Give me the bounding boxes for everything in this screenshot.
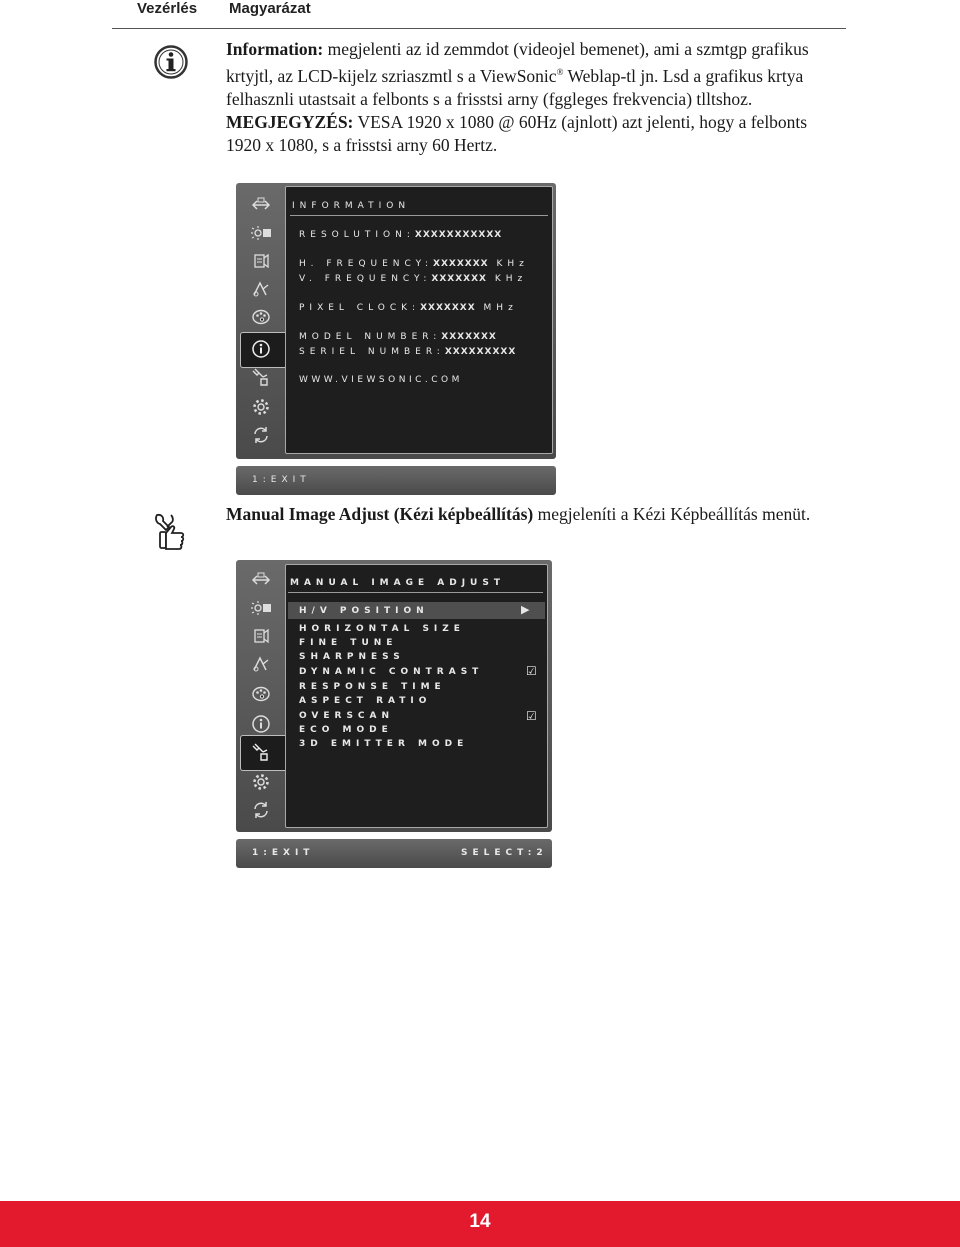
- pixel-clock-label: PIXEL CLOCK:: [299, 303, 421, 313]
- setup-menu-icon[interactable]: [248, 770, 274, 794]
- website-text: WWW.VIEWSONIC.COM: [299, 375, 463, 385]
- manual-image-adjust-osd-bottom-bar: [236, 839, 552, 868]
- menu-item-eco-mode[interactable]: ECO MODE: [299, 725, 393, 735]
- information-osd-menu: [236, 183, 556, 459]
- color-adjust-icon[interactable]: [248, 682, 274, 706]
- audio-adjust-icon[interactable]: [248, 652, 274, 676]
- menu-item-sharpness[interactable]: SHARPNESS: [299, 652, 405, 662]
- audio-adjust-icon[interactable]: [248, 277, 274, 301]
- header-divider: [112, 28, 846, 29]
- information-tab-icon[interactable]: [248, 712, 274, 736]
- pixel-clock-unit: MHz: [483, 303, 518, 313]
- submenu-arrow-icon: ▶: [521, 603, 530, 616]
- information-tab-icon[interactable]: [248, 337, 274, 361]
- menu-item-dynamic-contrast[interactable]: DYNAMIC CONTRAST: [299, 667, 484, 677]
- osd-title-divider: [290, 215, 548, 216]
- model-number-value: XXXXXXX: [441, 332, 497, 342]
- resolution-value: XXXXXXXXXXX: [414, 230, 503, 240]
- menu-item-3d-emitter-mode[interactable]: 3D EMITTER MODE: [299, 739, 469, 749]
- manual-image-adjust-description: [226, 503, 826, 526]
- resolution-row: [299, 230, 502, 240]
- note-text: VESA 1920 x 1080 @ 60Hz (ajnlott) azt jelenti, hogy a felbonts 1920 x 1080, s a frisstsi arny 60 Hertz.: [226, 111, 808, 155]
- manual-image-adjust-tab-icon[interactable]: [248, 740, 274, 764]
- exit-hint[interactable]: 1:EXIT: [252, 475, 311, 485]
- information-text-part2: Weblap-tl jn. Lsd a grafikus krtya felhasznli utastsait a felbonts s a frisstsi arny (fggleges frekvencia) tlltshoz.: [226, 65, 804, 109]
- table-header: [0, 0, 960, 28]
- serial-number-label: SERIEL NUMBER:: [299, 347, 445, 357]
- manual-image-adjust-icon[interactable]: [248, 365, 274, 389]
- model-number-label: MODEL NUMBER:: [299, 332, 442, 342]
- menu-item-horizontal-size[interactable]: HORIZONTAL SIZE: [299, 624, 465, 634]
- h-frequency-label: H. FREQUENCY:: [299, 259, 433, 269]
- menu-item-aspect-ratio[interactable]: ASPECT RATIO: [299, 696, 432, 706]
- h-frequency-unit: KHz: [496, 259, 529, 269]
- manual-image-adjust-term: Manual Image Adjust (Kézi képbeállítás): [226, 504, 534, 524]
- v-frequency-label: V. FREQUENCY:: [299, 274, 432, 284]
- v-frequency-value: XXXXXXX: [431, 274, 487, 284]
- color-adjust-icon[interactable]: [248, 305, 274, 329]
- v-frequency-unit: KHz: [494, 274, 528, 284]
- memory-recall-icon[interactable]: [248, 423, 274, 447]
- menu-item-overscan[interactable]: OVERSCAN: [299, 711, 395, 721]
- menu-item-hv-position[interactable]: H/V POSITION: [299, 606, 429, 616]
- setup-menu-icon[interactable]: [248, 395, 274, 419]
- pixel-clock-value: XXXXXXX: [420, 303, 476, 313]
- information-osd-exit-bar: [236, 466, 556, 495]
- osd-title: MANUAL IMAGE ADJUST: [290, 578, 505, 588]
- registered-mark: ®: [556, 67, 564, 77]
- brightness-contrast-icon[interactable]: [248, 596, 274, 620]
- information-text-part1: megjelenti az id zemmdot (videojel bemenet), ami a szmtgp grafikus krtyjtl, az LCD-kijelz szriaszmtl s a ViewSonic: [226, 39, 809, 86]
- column-header-control: Vezérlés: [137, 0, 198, 17]
- overscan-checkbox-icon[interactable]: ☑: [526, 709, 537, 723]
- osd-sidebar: [236, 183, 286, 459]
- osd-title: INFORMATION: [292, 201, 411, 211]
- brightness-contrast-icon[interactable]: [248, 221, 274, 245]
- manual-image-adjust-text: megjeleníti a Kézi Képbeállítás menüt.: [533, 504, 811, 524]
- input-select-icon[interactable]: [248, 193, 274, 217]
- column-header-explanation: Magyarázat: [229, 0, 311, 17]
- exit-hint[interactable]: 1:EXIT: [252, 848, 315, 858]
- manual-image-adjust-osd-panel: [285, 564, 548, 828]
- manual-image-adjust-doc-icon: [153, 512, 187, 552]
- select-hint[interactable]: SELECT:2: [461, 848, 548, 858]
- menu-item-fine-tune[interactable]: FINE TUNE: [299, 638, 398, 648]
- page-number: 14: [469, 1211, 491, 1232]
- osd-sidebar: [236, 560, 286, 832]
- serial-number-row: [299, 347, 516, 357]
- serial-number-value: XXXXXXXXX: [444, 347, 517, 357]
- page-footer: [0, 1201, 960, 1247]
- resolution-label: RESOLUTION:: [299, 230, 415, 240]
- information-osd-panel: [285, 186, 553, 454]
- information-term: Information:: [226, 39, 324, 59]
- model-number-row: [299, 332, 497, 342]
- pixel-clock-row: [299, 303, 518, 313]
- h-frequency-row: [299, 259, 529, 269]
- information-description: [226, 38, 826, 157]
- audio-icon[interactable]: [248, 249, 274, 273]
- memory-recall-icon[interactable]: [248, 798, 274, 822]
- manual-image-adjust-osd-menu: [236, 560, 552, 832]
- h-frequency-value: XXXXXXX: [433, 259, 489, 269]
- dynamic-contrast-checkbox-icon[interactable]: ☑: [526, 664, 537, 678]
- note-term: MEGJEGYZÉS:: [226, 111, 354, 132]
- information-icon: [153, 44, 189, 80]
- v-frequency-row: [299, 274, 527, 284]
- menu-item-response-time[interactable]: RESPONSE TIME: [299, 682, 446, 692]
- audio-icon[interactable]: [248, 624, 274, 648]
- osd-title-divider: [288, 592, 543, 593]
- input-select-icon[interactable]: [248, 568, 274, 592]
